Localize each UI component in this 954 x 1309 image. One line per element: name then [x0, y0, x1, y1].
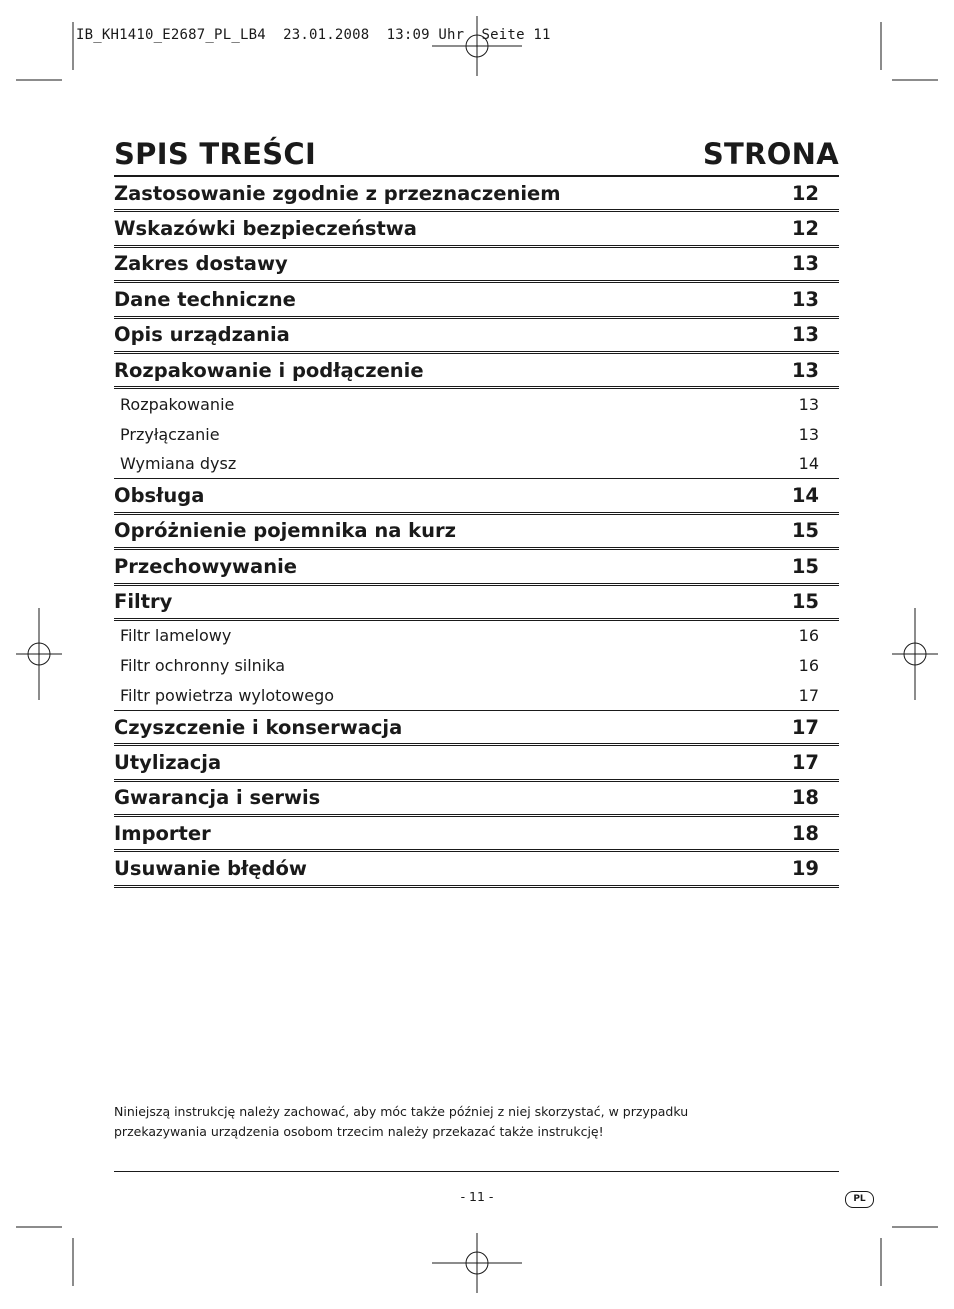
toc-subentry-page: 13 [798, 394, 819, 414]
toc-entry[interactable] [114, 550, 839, 585]
registration-mark-top [432, 16, 522, 76]
registration-mark-right [892, 608, 938, 700]
page-number: - 11 - [460, 1189, 494, 1204]
toc-entry-label: Utylizacja [114, 750, 222, 774]
toc-entry-page: 13 [791, 323, 819, 347]
toc-entry-label: Zastosowanie zgodnie z przeznaczeniem [114, 181, 561, 205]
toc-entry-page: 13 [791, 358, 819, 382]
toc-entry-page: 17 [791, 750, 819, 774]
toc-entry[interactable] [114, 711, 839, 746]
toc-heading [114, 134, 839, 174]
toc-entry-page: 14 [791, 484, 819, 508]
toc-entry[interactable] [114, 782, 839, 817]
toc-entry-label: Zakres dostawy [114, 252, 288, 276]
toc-entry-label: Usuwanie błędów [114, 857, 307, 881]
toc-subentry-label: Filtr lamelowy [120, 626, 232, 646]
toc-subentry-label: Filtr ochronny silnika [120, 656, 286, 676]
toc-entry[interactable] [114, 586, 839, 621]
toc-entry-label: Dane techniczne [114, 287, 296, 311]
toc-subentry-page: 14 [798, 454, 819, 474]
print-header: IB_KH1410_E2687_PL_LB4 23.01.2008 13:09 Uhr Seite 11 [76, 27, 551, 43]
toc-entry-label: Rozpakowanie i podłączenie [114, 358, 424, 382]
toc-subentry-label: Przyłączanie [120, 424, 220, 444]
toc-entry-label: Obsługa [114, 484, 205, 508]
footer-rule [114, 1171, 839, 1172]
toc-entry-page: 17 [791, 715, 819, 739]
toc-subentry-page: 13 [798, 424, 819, 444]
toc-entry-page: 15 [791, 590, 819, 614]
keep-instructions-notice [114, 1102, 734, 1142]
toc-entry-page: 13 [791, 252, 819, 276]
toc-subentry-label: Wymiana dysz [120, 454, 237, 474]
toc-entry[interactable] [114, 354, 839, 389]
toc-subentry-label: Filtr powietrza wylotowego [120, 685, 335, 705]
registration-mark-bottom [432, 1233, 522, 1293]
toc-subentry[interactable] [114, 621, 839, 651]
toc-entry-page: 12 [791, 181, 819, 205]
toc-subentry-page: 16 [798, 656, 819, 676]
toc-subentry-label: Rozpakowanie [120, 394, 235, 414]
toc-entry-label: Wskazówki bezpieczeństwa [114, 217, 417, 241]
toc-entry[interactable] [114, 177, 839, 212]
toc-entry-page: 12 [791, 217, 819, 241]
toc-entry-page: 13 [791, 287, 819, 311]
toc-entry[interactable] [114, 212, 839, 247]
toc-entry-page: 15 [791, 554, 819, 578]
toc-subentry[interactable] [114, 419, 839, 449]
toc-entry-label: Filtry [114, 590, 173, 614]
toc-entry[interactable] [114, 852, 839, 887]
toc-entry[interactable] [114, 283, 839, 318]
toc-entry-label: Opróżnienie pojemnika na kurz [114, 519, 456, 543]
toc-subentry[interactable] [114, 681, 839, 711]
toc-entry-page: 18 [791, 786, 819, 810]
toc-subentry[interactable] [114, 389, 839, 419]
toc-subentry-page: 16 [798, 626, 819, 646]
toc-entry-label: Przechowywanie [114, 554, 298, 578]
toc-subentry[interactable] [114, 651, 839, 681]
toc-entry-label: Opis urządzania [114, 323, 290, 347]
toc-entry[interactable] [114, 319, 839, 354]
toc-entry-page: 18 [791, 821, 819, 845]
toc-title: SPIS TREŚCI [114, 137, 317, 171]
toc-subentry[interactable] [114, 449, 839, 479]
notice-line: przekazywania urządzenia osobom trzecim należy przekazać także instrukcję! [114, 1124, 604, 1139]
toc-entry[interactable] [114, 515, 839, 550]
toc-subentry-page: 17 [798, 685, 819, 705]
toc-page-column-title: STRONA [702, 137, 839, 171]
toc-entry-label: Gwarancja i serwis [114, 786, 321, 810]
table-of-contents [114, 177, 839, 888]
toc-entry-page: 15 [791, 519, 819, 543]
toc-entry[interactable] [114, 479, 839, 514]
language-badge: PL [845, 1191, 874, 1208]
toc-entry-page: 19 [791, 857, 819, 881]
toc-entry-label: Importer [114, 821, 211, 845]
toc-entry[interactable] [114, 248, 839, 283]
toc-entry-label: Czyszczenie i konserwacja [114, 715, 403, 739]
registration-mark-left [16, 608, 62, 700]
toc-entry[interactable] [114, 746, 839, 781]
notice-line: Niniejszą instrukcję należy zachować, aby móc także później z niej skorzystać, w przypadku [114, 1104, 689, 1119]
toc-entry[interactable] [114, 817, 839, 852]
